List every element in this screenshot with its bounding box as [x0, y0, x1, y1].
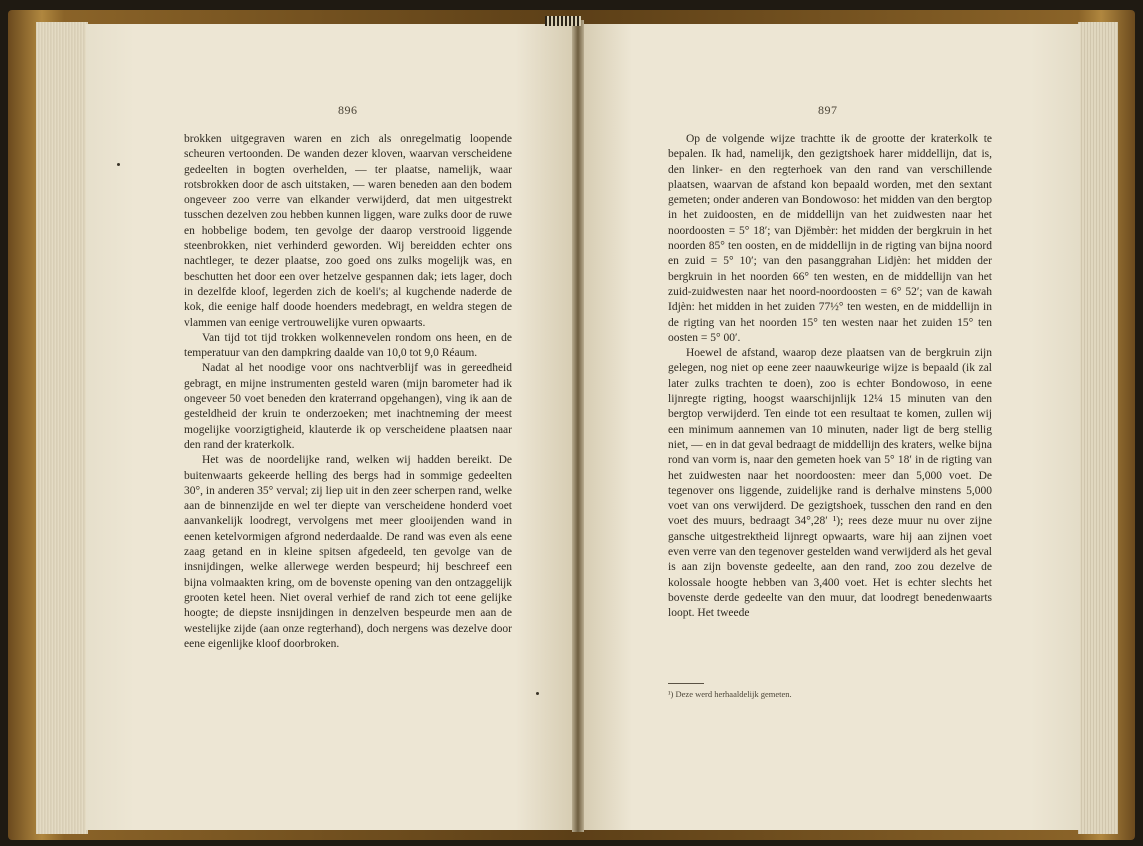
- left-page-number: 896: [338, 103, 358, 117]
- margin-mark: [117, 163, 120, 166]
- paragraph: Het was de noordelijke rand, welken wij hadden bereikt. De buitenwaarts gekeerde helling des bergs had in sommige gedeelten 30°, in anderen 35° verval; zij liep uit in den zeer scherpen rand, welke aan de binnenzijde en wel ter diepte van verscheidene honderd voet aanvankelijk loodregt, vervolgens met meer glooijenden wand in eenen ketelvormigen afgrond nederdaalde. De rand was even als eene zaag getand en in kleine spitsen afgedeeld, ten gevolge van de insnijdingen, welke allerwege werden bespeurd; hij beschreef een bijna volmaakten kring, om de bovenste opening van den ontzaggelijk grooten ketel heen. Niet overal verhief de rand zich tot eene gelijke hoogte; de diepste insnijdingen in denzelven bespeurde men aan de westelijke zijde (aan onze regterhand), doch nergens was dezelve door eene eigenlijke kloof doorbroken.: [184, 454, 512, 650]
- paragraph: Op de volgende wijze trachtte ik de grootte der kraterkolk te bepalen. Ik had, namelijk, den gezigtshoek harer middellijn, dat is, den linker- en den regterhoek van den rand van verschillende plaatsen, waarvan de afstand kon bepaald worden, met den sextant gemeten; onder anderen van Bondowoso: het midden van den bergtop in het zuidoosten, en de middellijn van het zuidwesten naar het noordoosten = 5° 18′; van Djëmbèr: het midden der bergkruin in het noorden 85° ten oosten, en de middellijn in de rigting van bijna noord en zuid = 5° 10′; van den pasanggrahan Lidjèn: het midden der bergkruin in het noorden 66° ten westen, en de middellijn van het zuid-zuidwesten naar het noord-noordoosten = 6° 52′; van de kawah Idjèn: het midden in het zuiden 77½° ten westen, en de middellijn in de rigting van het noorden 15° ten westen naar het zuiden 15° ten oosten = 5° 00′.: [668, 133, 992, 344]
- left-page-edges: [36, 22, 88, 834]
- paragraph: Nadat al het noodige voor ons nachtverblijf was in gereedheid gebragt, en mijne instrumenten gesteld waren (mijn barometer had ik ongeveer 50 voet beneden den kraterrand opgehangen), ving ik aan de gesteldheid der kruin te onderzoeken; met inachtneming der meest mogelijke voorzigtigheid, klauterde ik op verscheidene plaatsen naar den rand der kraterkolk.: [184, 362, 512, 451]
- footnote-rule: [668, 683, 704, 684]
- right-page-body: [668, 132, 992, 622]
- headband: [545, 16, 581, 26]
- right-page-edges: [1078, 22, 1118, 834]
- right-page-number: 897: [818, 103, 838, 117]
- footnote: ¹) Deze werd herhaaldelijk gemeten.: [668, 689, 792, 699]
- paragraph: brokken uitgegraven waren en zich als onregelmatig loopende scheuren vertoonden. De wanden dezer kloven, waarvan verscheidene gedeelten in bogten overhelden, — ter plaatse, namelijk, waar rotsbrokken door de asch uitstaken, — waren beneden aan den bodem ongeveer zoo verre van elkander verwijderd, dat men uitgestrekt tusschen dezelven zou hebben kunnen liggen, ware zulks door de ruwe en hobbelige bodem, ten gevolge der daarop verstrooid liggende steenbrokken, niet verhinderd geworden. Wij bereidden echter ons nachtleger, te dezer plaatse, zoo goed ons zulks mogelijk was, en beschutten het door een over hetzelve gespannen dak; iets lager, doch in dezelfde kloof, legerden zich de koeli's; al kugchende naderde de kok, die eenige half doode hoenders medebragt, en weldra stegen de vlammen van eenige vertrouwelijke vuren opwaarts.: [184, 133, 512, 329]
- paragraph: Van tijd tot tijd trokken wolkennevelen rondom ons heen, en de temperatuur van den dampkring daalde van 10,0 tot 9,0 Réaum.: [184, 331, 512, 360]
- book-gutter: [572, 20, 584, 832]
- margin-mark: [536, 692, 539, 695]
- left-page-body: [184, 132, 512, 652]
- paragraph: Hoewel de afstand, waarop deze plaatsen van de bergkruin zijn gelegen, nog niet op eene zeer naauwkeurige wijze is bepaald (ik zal later zulks trachten te doen), zoo is echter Bondowoso, in eene lijnregte rigting, hoogst waarschijnlijk 12¼ 15 minuten van den bergtop verwijderd. Ten einde tot een resultaat te komen, zullen wij een minimum aannemen van 10 minuten, nader ligt de berg stellig niet, — en in dat geval bedraagt de middellijn des kraters, welke bijna rond van vorm is, naar den gemeten hoek van 5° 18′ in de rigting van het zuidwesten naar het noordoosten: meer dan 5,000 voet. De tegenover ons liggende, zuidelijke rand is derhalve minstens 5,000 voet van ons verwijderd. De gezigtshoek, tusschen den rand en den voet des muurs, bedraagt 34°,28′ ¹); rees deze muur nu over zijne gansche uitgestrektheid lijnregt opwaarts, ware hij aan zijnen voet even verre van den tegenover gestelden wand verwijderd als het geval is aan zijn bovenste gedeelte, aan den rand, zoo zou dezelve de kolossale hoogte hebben van 3,400 voet. Het is echter slechts het bovenste derde gedeelte van den muur, dat loodregt benedenwaarts loopt. Het tweede: [668, 347, 992, 620]
